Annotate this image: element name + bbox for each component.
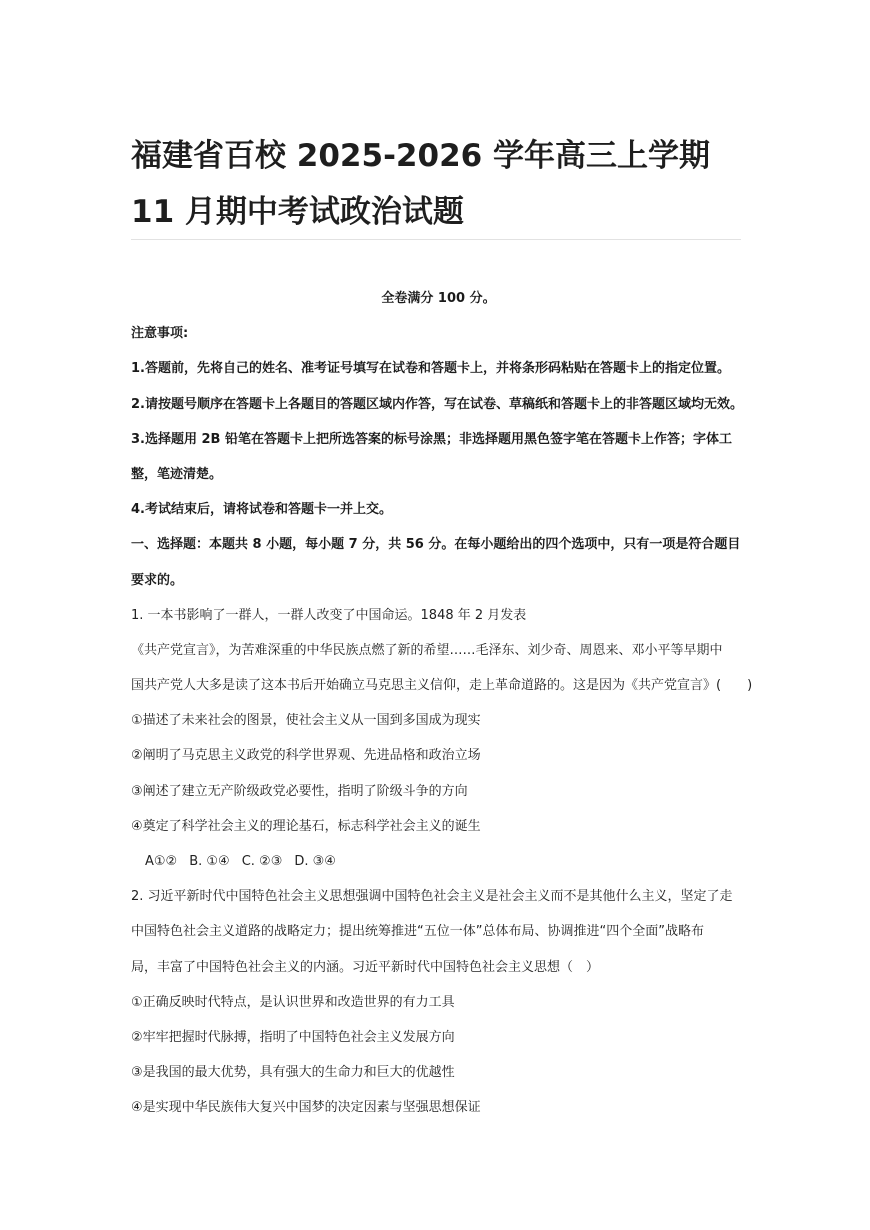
notice-item: 1.答题前，先将自己的姓名、准考证号填写在试卷和答题卡上，并将条形码粘贴在答题卡上的指定位置。	[131, 361, 730, 377]
question-statement: ②牢牢把握时代脉搏，指明了中国特色社会主义发展方向	[131, 1029, 455, 1045]
exam-title	[131, 128, 741, 240]
section-heading: 要求的。	[131, 572, 184, 588]
question-stem: 2. 习近平新时代中国特色社会主义思想强调中国特色社会主义是社会主义而不是其他什么主义，坚定了走	[131, 889, 733, 905]
question-statement: ③是我国的最大优势，具有强大的生命力和巨大的优越性	[131, 1065, 455, 1081]
question-statement: ③阐述了建立无产阶级政党必要性，指明了阶级斗争的方向	[131, 783, 468, 799]
option-d: D. ③④	[294, 854, 336, 869]
section-heading: 一、选择题：本题共 8 小题，每小题 7 分，共 56 分。在每小题给出的四个选项中，只有一项是符合题目	[131, 537, 741, 553]
notice-item: 4.考试结束后，请将试卷和答题卡一并上交。	[131, 502, 392, 518]
answer-options	[131, 844, 746, 879]
question-statement: ④是实现中华民族伟大复兴中国梦的决定因素与坚强思想保证	[131, 1100, 481, 1116]
exam-body	[131, 281, 753, 1126]
question-stem: 国共产党人大多是读了这本书后开始确立马克思主义信仰，走上革命道路的。这是因为《共产党宣言》( )	[131, 678, 753, 694]
title-line-2: 11 月期中考试政治试题	[131, 194, 464, 230]
option-c: C. ②③	[241, 854, 283, 869]
question-stem: 中国特色社会主义道路的战略定力；提出统筹推进“五位一体”总体布局、协调推进“四个全面”战略布	[131, 924, 704, 940]
question-stem: 1. 一本书影响了一群人，一群人改变了中国命运。1848 年 2 月发表	[131, 607, 527, 623]
option-b: B. ①④	[189, 854, 230, 869]
notice-item: 整，笔迹清楚。	[131, 466, 223, 482]
question-stem: 《共产党宣言》，为苦难深重的中华民族点燃了新的希望……毛泽东、刘少奇、周恩来、邓小平等早期中	[131, 642, 723, 658]
title-line-1: 福建省百校 2025-2026 学年高三上学期	[131, 138, 711, 174]
title-divider	[131, 239, 741, 240]
question-statement: ②阐明了马克思主义政党的科学世界观、先进品格和政治立场	[131, 748, 481, 764]
question-statement: ①正确反映时代特点，是认识世界和改造世界的有力工具	[131, 994, 455, 1010]
question-stem: 局，丰富了中国特色社会主义的内涵。习近平新时代中国特色社会主义思想（ ）	[131, 959, 600, 975]
question-statement: ①描述了未来社会的图景，使社会主义从一国到多国成为现实	[131, 713, 481, 729]
option-a: A①②	[145, 854, 178, 869]
score-note: 全卷满分 100 分。	[381, 291, 496, 306]
notice-heading: 注意事项:	[131, 326, 189, 342]
notice-item: 2.请按题号顺序在答题卡上各题目的答题区域内作答，写在试卷、草稿纸和答题卡上的非答题区域均无效。	[131, 396, 743, 412]
question-statement: ④奠定了科学社会主义的理论基石，标志科学社会主义的诞生	[131, 818, 481, 834]
notice-item: 3.选择题用 2B 铅笔在答题卡上把所选答案的标号涂黑；非选择题用黑色签字笔在答题卡上作答；字体工	[131, 431, 732, 447]
